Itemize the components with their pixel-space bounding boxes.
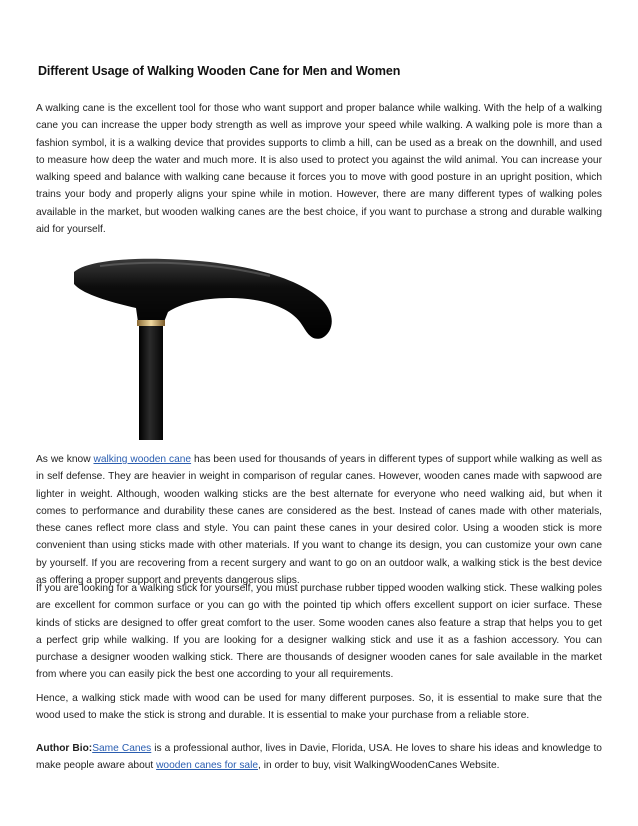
paragraph-history: As we know walking wooden cane has been used for thousands of years in different types of support while walking as well as in self defense. They are heavier in weight in comparison of regular canes. However, wooden canes made with sapwood are lighter in weight. Although, wooden walking sticks are the best alternate for everyone who need walking aid, but when it comes to performance and durability these canes are considered as the best. Instead of canes made with other materials, these canes reflect more class and style. You can paint these canes in your desired color. Using a wooden stick is more convenient than using sticks made with other materials. If you want to change its design, you can customize your own cane by yourself. If you are recovering from a recent surgery and want to go on an outdoor walk, a walking stick is the best device as offering a proper support and prevents dangerous slips.: [36, 454, 602, 587]
paragraph-intro: A walking cane is the excellent tool for those who want support and proper balance while walking. With the help of a walking cane you can increase the upper body strength as well as improve your speed while walking. A walking pole is more than a fashion symbol, it is a walking device that provides supports to climb a hill, can be used as a break on the downhill, and used to measure how deep the water and much more. It is also used to protect you against the wild animal. You can increase your walking speed and balance with walking cane because it forces you to move with good posture in an upright position, which trains your body and properly aligns your spine while in motion. However, there are many different types of walking poles available in the market, but wooden walking canes are the best choice, if you want to purchase a strong and durable walking aid for yourself.: [36, 103, 602, 236]
walking-cane-image: [60, 250, 350, 440]
paragraph-conclusion: Hence, a walking stick made with wood can be used for many different purposes. So, it is essential to make sure that the wood used to make the stick is strong and durable. It is essential to make your purchase from a reliable store.: [36, 693, 602, 722]
author-bio-label: Author Bio:: [36, 743, 93, 754]
walking-wooden-cane-link[interactable]: walking wooden cane: [93, 454, 192, 465]
wooden-canes-for-sale-link[interactable]: wooden canes for sale: [156, 760, 259, 772]
paragraph-buying-tips: If you are looking for a walking stick for yourself, you must purchase rubber tipped wooden walking stick. These walking poles are excellent for common surface or you can go with the pointed tip which offers excellent support on icier surface. These kinds of sticks are designed to offer great comfort to the user. Some wooden canes also feature a strap that helps you to get a perfect grip while walking. If you are looking for a designer walking stick and use it as a fashion accessory. You can purchase a designer wooden walking stick. There are thousands of designer wooden canes for sale available in the market from where you can easily pick the best one according to your all requirements.: [36, 583, 602, 681]
same-canes-link[interactable]: Same Canes: [92, 743, 152, 754]
author-bio: Author Bio:Same Canes is a professional author, lives in Davie, Florida, USA. He loves to share his ideas and knowledge to make people aware about wooden canes for sale, in order to buy, visit WalkingWoodenCanes Website.: [36, 743, 602, 772]
cane-handle: [74, 259, 332, 339]
cane-shaft: [139, 326, 163, 440]
cane-collar: [137, 320, 165, 326]
document-title: Different Usage of Walking Wooden Cane for Men and Women: [38, 64, 401, 78]
